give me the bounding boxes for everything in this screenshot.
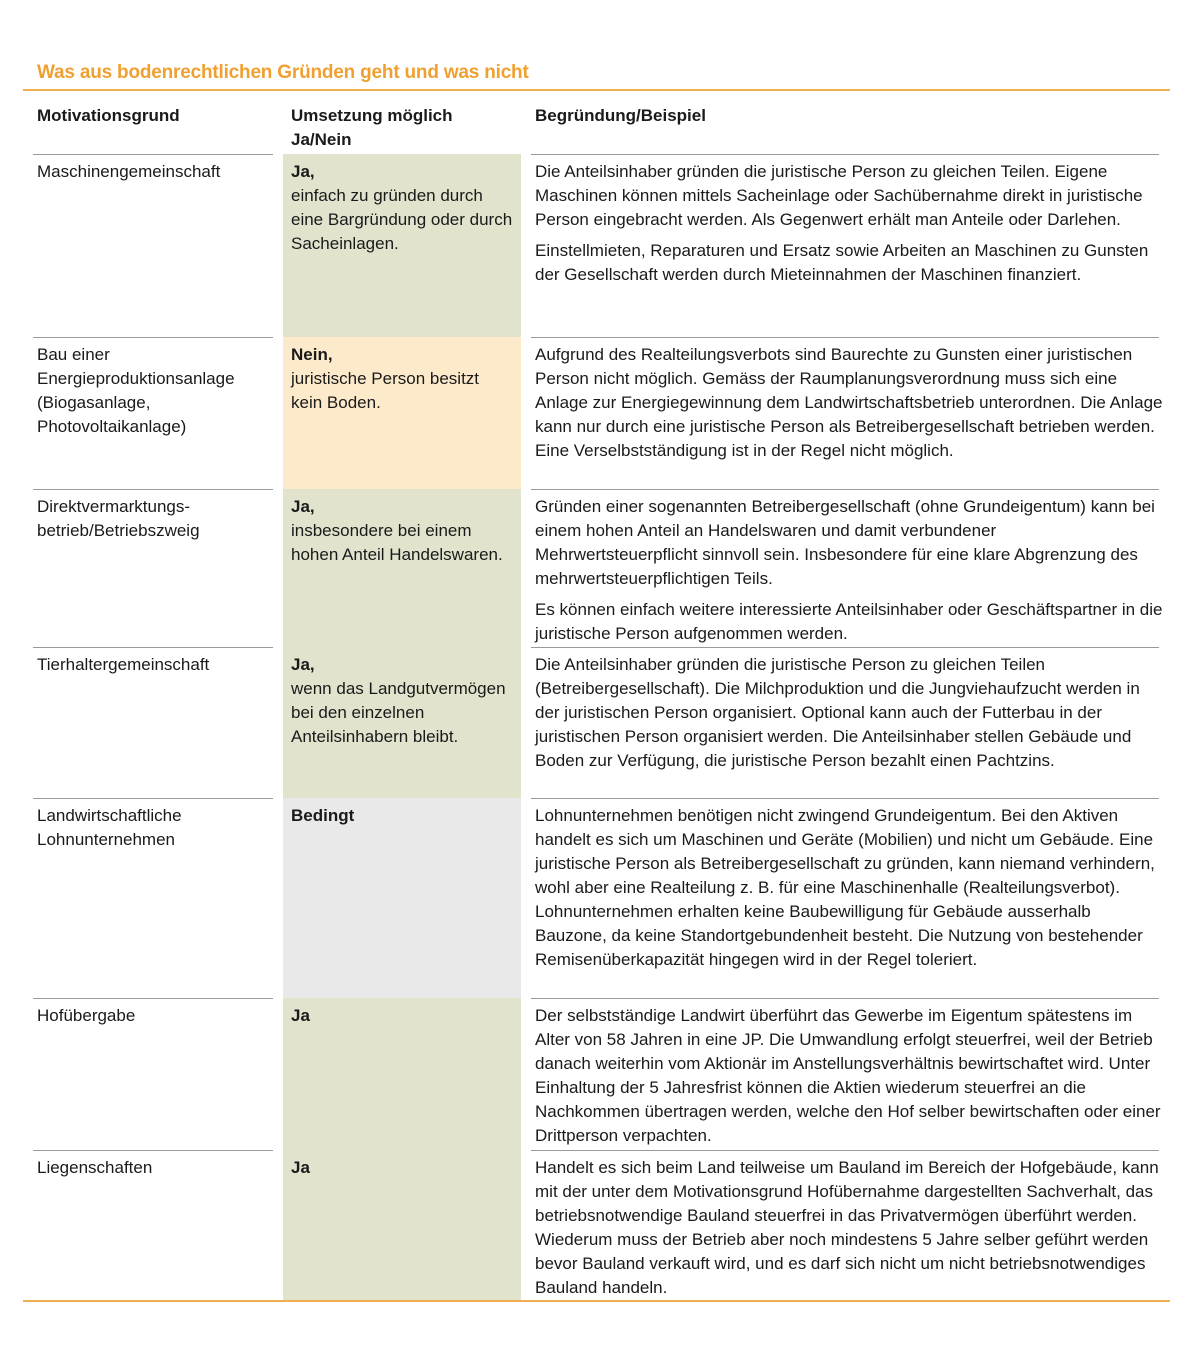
- reason-paragraph: Der selbstständige Landwirt überführt das Gewerbe im Eigentum spätestens im Alter von 58 Jahren in eine JP. Die Umwandlung erfolgt steuerfrei, weil der Betrieb danach weiterhin vom Aktionär im Anstellungsverhältnis bewirtschaftet wird. Unter Einhaltung der 5 Jahresfrist können die Aktien wiederum steuerfrei an die Nachkommen übertragen werden, welche den Hof selber bewirtschaften oder einer Drittperson verpachten.: [535, 1006, 1161, 1145]
- motivation-cell: Direktvermarktungs-betrieb/Betriebszweig: [37, 497, 200, 540]
- row-separator: [531, 337, 1159, 338]
- row-separator: [33, 998, 273, 999]
- answer-cell: [283, 798, 521, 998]
- reason-paragraph: Handelt es sich beim Land teilweise um Bauland im Bereich der Hofgebäude, kann mit der unter dem Motivationsgrund Hofübernahme dargestellten Sachverhalt, das betriebsnotwendige Bauland steuerfrei in das Privatvermögen überführt werden. Wiederum muss der Betrieb aber noch mindestens 5 Jahre selber geführt werden bevor Bauland verkauft wird, und es darf sich nicht um nicht betriebsnotwendiges Bauland handeln.: [535, 1158, 1159, 1297]
- row-separator: [33, 798, 273, 799]
- motivation-cell: Landwirtschaftliche Lohnunternehmen: [37, 806, 182, 849]
- answer-detail: einfach zu gründen durch eine Bargründung oder durch Sacheinlagen.: [291, 186, 513, 253]
- row-separator: [33, 489, 273, 490]
- row-separator: [33, 337, 273, 338]
- top-rule: [23, 89, 1170, 91]
- header-umsetzung-line1: Umsetzung möglich: [291, 106, 453, 125]
- row-separator: [531, 998, 1159, 999]
- answer-label: Ja,: [291, 162, 315, 181]
- motivation-cell: Tierhaltergemeinschaft: [37, 655, 210, 674]
- motivation-cell: Hofübergabe: [37, 1006, 136, 1025]
- motivation-cell: Bau einer Energieproduktionsanlage (Biogasanlage, Photovoltaikanlage): [37, 345, 235, 436]
- bottom-rule: [23, 1300, 1170, 1302]
- reason-cell: [535, 1004, 1163, 1148]
- answer-cell: [283, 154, 521, 337]
- reason-cell: [535, 343, 1163, 463]
- answer-label: Nein,: [291, 345, 333, 364]
- motivation-cell: Maschinengemeinschaft: [37, 162, 221, 181]
- table-row: [0, 489, 1199, 647]
- reason-cell: [535, 653, 1163, 773]
- table-title: Was aus bodenrechtlichen Gründen geht und was nicht: [37, 62, 529, 83]
- answer-cell: [283, 998, 521, 1150]
- answer-label: Ja: [291, 1158, 310, 1177]
- reason-paragraph: Gründen einer sogenannten Betreibergesellschaft (ohne Grundeigentum) kann bei einem hohen Anteil an Handelswaren und damit verbundener Mehrwertsteuerpflicht sinnvoll sein. Insbesondere für eine klare Abgrenzung des mehrwertsteuerpflichtigen Teils.: [535, 497, 1155, 588]
- reason-paragraph: Es können einfach weitere interessierte Anteilsinhaber oder Geschäftspartner in die juristische Person aufgenommen werden.: [535, 600, 1163, 643]
- reason-paragraph: Die Anteilsinhaber gründen die juristische Person zu gleichen Teilen. Eigene Maschinen können mittels Sacheinlage oder Sachübernahme direkt in juristische Person eingebracht werden. Als Gegenwert erhält man Anteile oder Darlehen.: [535, 162, 1143, 229]
- row-separator: [33, 647, 273, 648]
- table-row: [0, 647, 1199, 798]
- row-separator: [531, 489, 1159, 490]
- table-row: [0, 798, 1199, 998]
- header-umsetzung-line2: Ja/Nein: [291, 130, 352, 149]
- motivation-cell: Liegenschaften: [37, 1158, 153, 1177]
- reason-paragraph: Lohnunternehmen benötigen nicht zwingend Grundeigentum. Bei den Aktiven handelt es sich um Maschinen und Geräte (Mobilien) und nicht um Gebäude. Eine juristische Person als Betreibergesellschaft zu gründen, kann niemand verhindern, wohl aber eine Realteilung z. B. für eine Maschinenhalle (Realteilungsverbot). Lohnunternehmen erhalten keine Baubewilligung für Gebäude ausserhalb Bauzone, da keine Standortgebundenheit besteht. Die Nutzung von bestehender Remisenüberkapazität hingegen wird in der Regel toleriert.: [535, 806, 1155, 969]
- answer-detail: insbesondere bei einem hohen Anteil Handelswaren.: [291, 521, 503, 564]
- answer-cell: [283, 337, 521, 489]
- answer-cell: [283, 647, 521, 798]
- answer-label: Ja,: [291, 497, 315, 516]
- table-row: [0, 1150, 1199, 1300]
- answer-detail: wenn das Landgutvermögen bei den einzelnen Anteilsinhabern bleibt.: [291, 679, 506, 746]
- table-row: [0, 998, 1199, 1150]
- row-separator: [531, 647, 1159, 648]
- row-separator: [33, 1150, 273, 1151]
- header-begruendung: Begründung/Beispiel: [535, 106, 706, 125]
- reason-paragraph: Einstellmieten, Reparaturen und Ersatz sowie Arbeiten an Maschinen zu Gunsten der Gesellschaft werden durch Mieteinnahmen der Maschinen finanziert.: [535, 241, 1149, 284]
- reason-cell: [535, 804, 1163, 972]
- table-row: [0, 337, 1199, 489]
- reason-cell: [535, 495, 1163, 646]
- reason-paragraph: Aufgrund des Realteilungsverbots sind Baurechte zu Gunsten einer juristischen Person nicht möglich. Gemäss der Raumplanungsverordnung muss sich eine Anlage zur Energiegewinnung dem Landwirtschaftsbetrieb unterordnen. Die Anlage kann nur durch eine juristische Person als Betreibergesellschaft betrieben werden. Eine Verselbstständigung ist in der Regel nicht möglich.: [535, 345, 1163, 460]
- reason-cell: [535, 160, 1163, 287]
- answer-cell: [283, 489, 521, 647]
- reason-cell: [535, 1156, 1163, 1300]
- row-separator: [531, 154, 1159, 155]
- row-separator: [531, 1150, 1159, 1151]
- answer-cell: [283, 1150, 521, 1300]
- reason-paragraph: Die Anteilsinhaber gründen die juristische Person zu gleichen Teilen (Betreibergesellschaft). Die Milchproduktion und die Jungviehaufzucht werden in der juristischen Person organisiert. Optional kann auch der Futterbau in der juristischen Person organisiert werden. Die Anteilsinhaber stellen Gebäude und Boden zur Verfügung, die juristische Person bezahlt einen Pachtzins.: [535, 655, 1140, 770]
- table-row: [0, 154, 1199, 337]
- answer-label: Ja,: [291, 655, 315, 674]
- header-motivationsgrund: Motivationsgrund: [37, 106, 180, 125]
- answer-label: Ja: [291, 1006, 310, 1025]
- answer-label: Bedingt: [291, 806, 355, 825]
- header-umsetzung: [291, 104, 511, 152]
- row-separator: [531, 798, 1159, 799]
- row-separator: [33, 154, 273, 155]
- answer-detail: juristische Person besitzt kein Boden.: [291, 369, 480, 412]
